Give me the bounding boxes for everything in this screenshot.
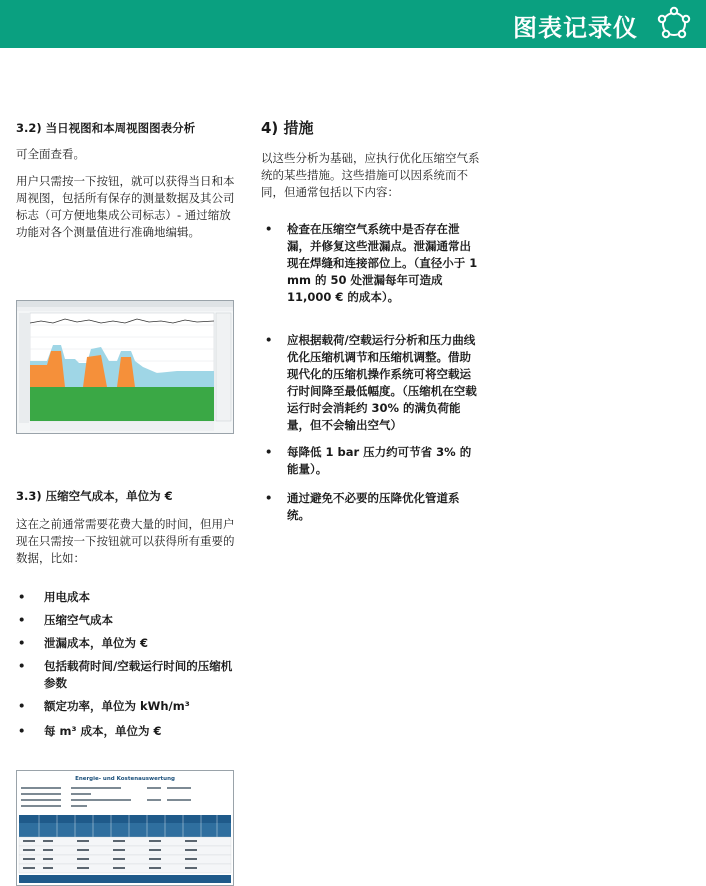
- section-32-intro: 可全面查看。: [16, 147, 85, 161]
- section-33-title: 3.3) 压缩空气成本，单位为 €: [16, 489, 173, 503]
- section-4-intro: 以这些分析为基础，应执行优化压缩空气系统的某些措施。这些措施可以因系统而不同，但通常包括以下内容：: [261, 151, 480, 199]
- cost-report-screenshot: [16, 770, 234, 886]
- bullet-dot-icon: •: [18, 659, 26, 673]
- cost-bullet-list: [16, 589, 238, 740]
- network-ring-icon: [656, 6, 692, 42]
- list-item: • 包括载荷时间/空载运行时间的压缩机参数: [18, 659, 233, 690]
- chart-recorder-image: [17, 301, 233, 433]
- list-item: • 额定功率，单位为 kWh/m³: [18, 699, 190, 713]
- bullet-dot-icon: •: [265, 491, 273, 505]
- list-item: • 压缩空气成本: [18, 613, 113, 627]
- measures-bullet-list: [261, 221, 481, 524]
- section-32-body: 用户只需按一下按钮，就可以获得当日和本周视图，包括所有保存的测量数据及其公司标志（可方便地集成公司标志）- 通过缩放功能对各个测量值进行准确地编辑。: [16, 174, 235, 239]
- list-item: • 每降低 1 bar 压力约可节省 3% 的能量）。: [265, 445, 472, 476]
- bullet-dot-icon: •: [265, 445, 273, 459]
- list-item: • 每 m³ 成本，单位为 €: [18, 724, 162, 738]
- bullet-dot-icon: •: [18, 724, 26, 738]
- bullet-dot-icon: •: [18, 699, 26, 713]
- list-item: • 用电成本: [18, 590, 90, 604]
- section-32-title: 3.2) 当日视图和本周视图图表分析: [16, 121, 196, 135]
- right-column: [261, 118, 481, 524]
- list-item: • 应根据载荷/空载运行分析和压力曲线优化压缩机调节和压缩机调整。借助现代化的压缩机操作系统可将空载运行时间降至最低幅度。（压缩机在空载运行时会消耗约 30% 的满负荷能量，但不会输出空气）: [265, 333, 477, 432]
- list-item: • 通过避免不必要的压降优化管道系统。: [265, 491, 460, 522]
- header-bar: [0, 0, 706, 48]
- bullet-dot-icon: •: [18, 636, 26, 650]
- list-item: • 检查在压缩空气系统中是否存在泄漏，并修复这些泄漏点。泄漏通常出现在焊缝和连接部位上。（直径小于 1 mm 的 50 处泄漏每年可造成 11,000 € 的成本）。: [265, 222, 478, 304]
- bullet-dot-icon: •: [18, 590, 26, 604]
- bullet-dot-icon: •: [18, 613, 26, 627]
- left-column-top: [16, 120, 238, 241]
- cost-report-image: [17, 771, 233, 885]
- chart-recorder-screenshot: [16, 300, 234, 434]
- bullet-dot-icon: •: [265, 222, 273, 236]
- bullet-dot-icon: •: [265, 333, 273, 347]
- list-item: • 泄漏成本，单位为 €: [18, 636, 149, 650]
- left-column-bottom: [16, 488, 238, 740]
- page-title: 图表记录仪: [513, 14, 638, 42]
- section-33-body: 这在之前通常需要花费大量的时间，但用户现在只需按一下按钮就可以获得所有重要的数据，比如：: [16, 517, 235, 565]
- section-4-heading: 4) 措施: [261, 119, 314, 137]
- report-title: Energie- und Kostenauswertung: [75, 776, 175, 782]
